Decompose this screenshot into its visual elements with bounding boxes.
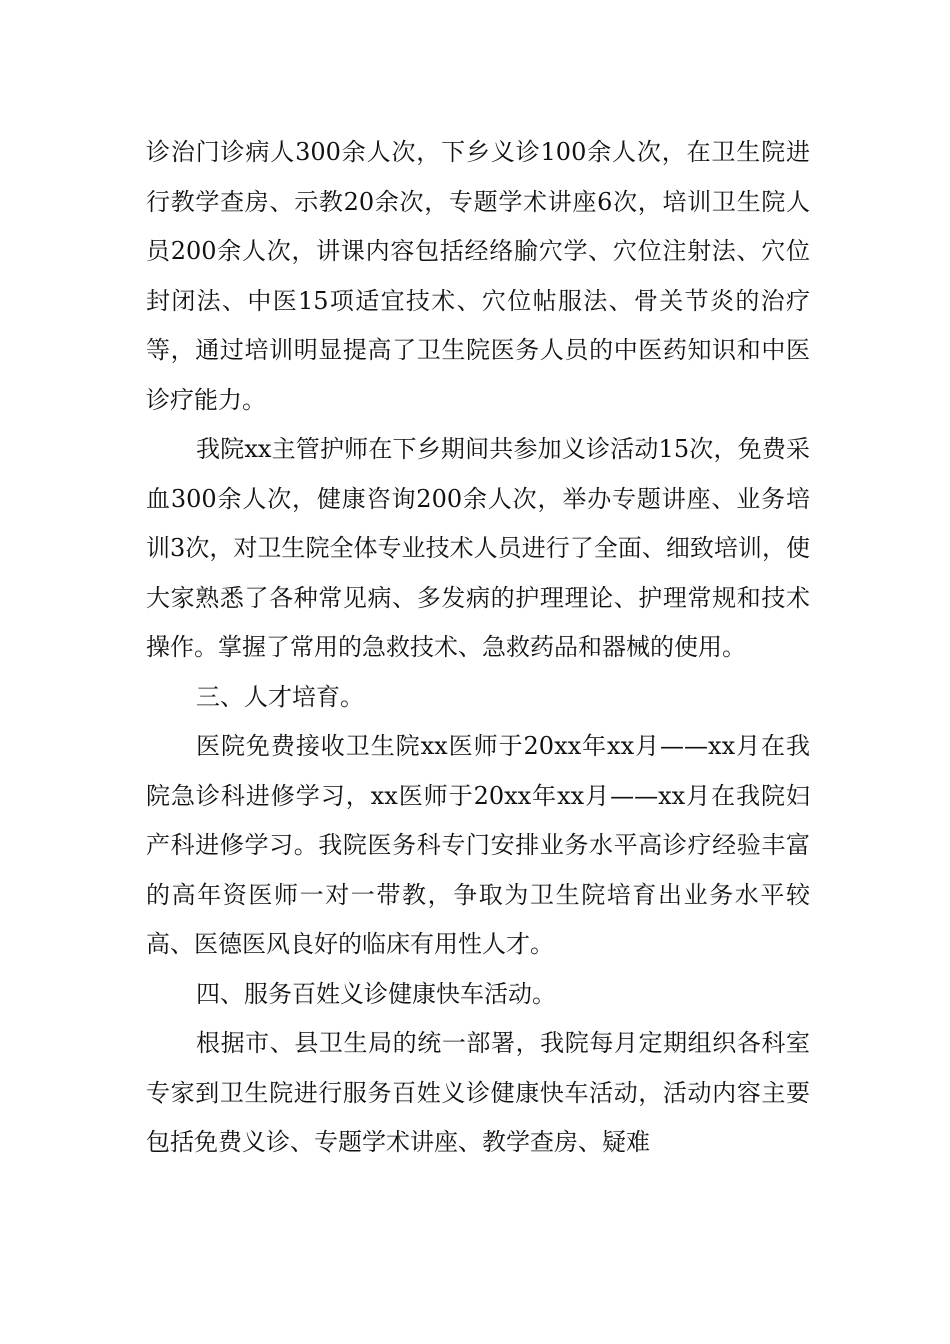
paragraph-p2: 我院xx主管护师在下乡期间共参加义诊活动15次，免费采血300余人次，健康咨询200余人次，举办专题讲座、业务培训3次，对卫生院全体专业技术人员进行了全面、细致培训，使大家熟悉了各种常见病、多发病的护理理论、护理常规和技术操作。掌握了常用的急救技术、急救药品和器械的使用。	[146, 435, 810, 661]
section-heading-talent: 三、人才培育。	[196, 682, 364, 711]
document-body	[146, 128, 810, 1168]
paragraph-p3: 医院免费接收卫生院xx医师于20xx年xx月——xx月在我院急诊科进修学习，xx医师于20xx年xx月——xx月在我院妇产科进修学习。我院医务科专门安排业务水平高诊疗经验丰富的高年资医师一对一带教，争取为卫生院培育出业务水平较高、医德医风良好的临床有用性人才。	[146, 732, 810, 958]
paragraph-p4: 根据市、县卫生局的统一部署，我院每月定期组织各科室专家到卫生院进行服务百姓义诊健康快车活动，活动内容主要包括免费义诊、专题学术讲座、教学查房、疑难	[146, 1029, 810, 1156]
section-heading-service: 四、服务百姓义诊健康快车活动。	[196, 979, 556, 1008]
paragraph-p1: 诊治门诊病人300余人次，下乡义诊100余人次，在卫生院进行教学查房、示教20余次，专题学术讲座6次，培训卫生院人员200余人次，讲课内容包括经络腧穴学、穴位注射法、穴位封闭法、中医15项适宜技术、穴位帖服法、骨关节炎的治疗等，通过培训明显提高了卫生院医务人员的中医药知识和中医诊疗能力。	[146, 138, 810, 414]
